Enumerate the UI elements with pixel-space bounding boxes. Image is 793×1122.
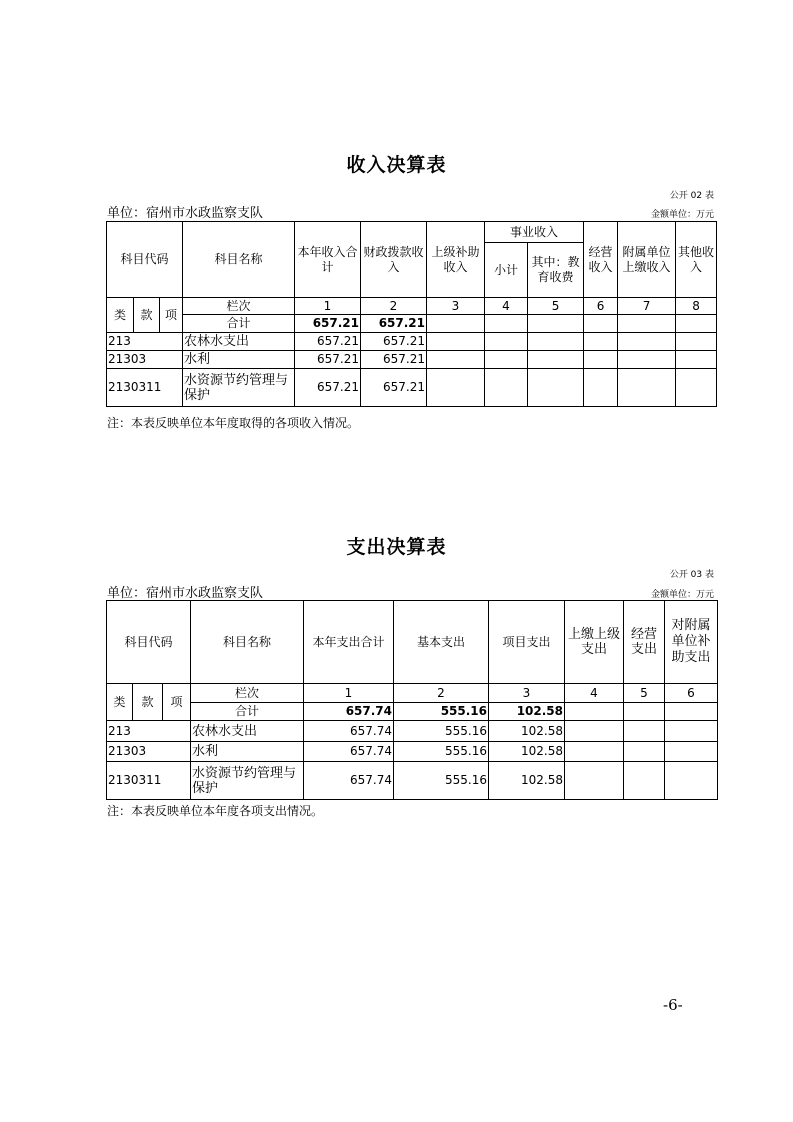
income-col-num: 6 [584, 298, 618, 315]
income-cell [584, 351, 618, 369]
row-code: 213 [107, 721, 191, 742]
expense-header-xiang: 项 [163, 684, 191, 721]
table-row [107, 762, 718, 800]
income-cell [528, 351, 584, 369]
income-title: 收入决算表 [346, 154, 447, 176]
income-amount-unit: 金额单位：万元 [650, 210, 714, 220]
row-c2: 657.21 [361, 333, 427, 351]
income-header-c3: 上级补助收入 [427, 222, 485, 298]
table-row [107, 333, 717, 351]
income-cell [676, 333, 717, 351]
income-header-kuan: 款 [134, 298, 160, 333]
row-c3: 102.58 [489, 742, 565, 762]
income-header-lei: 类 [107, 298, 134, 333]
income-cell [528, 333, 584, 351]
expense-header-lei: 类 [107, 684, 133, 721]
row-c2: 657.21 [361, 369, 427, 407]
income-header-name: 科目名称 [183, 222, 295, 298]
row-code: 213 [107, 333, 183, 351]
income-cell [676, 369, 717, 407]
income-header-c6: 经营收入 [584, 222, 618, 298]
expense-cell [665, 721, 718, 742]
row-c1: 657.21 [295, 351, 361, 369]
income-cell [485, 351, 528, 369]
expense-cell [624, 742, 665, 762]
income-header-code: 科目代码 [107, 222, 183, 298]
income-total-c2: 657.21 [361, 315, 427, 333]
expense-total-c1: 657.74 [304, 703, 394, 721]
table-row [107, 742, 718, 762]
expense-lanci-label: 栏次 [191, 684, 304, 703]
row-code: 2130311 [107, 762, 191, 800]
income-header-shiye: 事业收入 [485, 222, 584, 243]
income-form-number: 公开 02 表 [669, 191, 714, 201]
table-row [107, 369, 717, 407]
row-c2: 555.16 [394, 742, 489, 762]
expense-cell [624, 703, 665, 721]
expense-note: 注：本表反映单位本年度各项支出情况。 [107, 804, 324, 818]
income-cell [485, 315, 528, 333]
expense-amount-unit: 金额单位：万元 [650, 590, 714, 600]
expense-col-num: 4 [565, 684, 624, 703]
income-header-c5: 其中：教育收费 [528, 243, 584, 298]
expense-col-num: 3 [489, 684, 565, 703]
expense-total-c2: 555.16 [394, 703, 489, 721]
income-col-num: 5 [528, 298, 584, 315]
expense-col-num: 6 [665, 684, 718, 703]
income-cell [618, 333, 676, 351]
expense-cell [665, 762, 718, 800]
expense-col-num: 2 [394, 684, 489, 703]
row-code: 2130311 [107, 369, 183, 407]
expense-header-c2: 基本支出 [394, 601, 489, 684]
page-number: -6- [663, 996, 683, 1014]
expense-cell [565, 721, 624, 742]
income-table [106, 221, 717, 407]
row-c1: 657.74 [304, 721, 394, 742]
expense-col-num: 5 [624, 684, 665, 703]
expense-header-c3: 项目支出 [489, 601, 565, 684]
expense-table [106, 600, 718, 800]
income-cell [485, 369, 528, 407]
expense-header-c4: 上缴上级支出 [565, 601, 624, 684]
row-name: 水利 [191, 742, 304, 762]
row-name: 农林水支出 [183, 333, 295, 351]
row-c1: 657.21 [295, 369, 361, 407]
row-c1: 657.21 [295, 333, 361, 351]
expense-unit-label: 单位：宿州市水政监察支队 [107, 586, 264, 601]
income-cell [618, 315, 676, 333]
income-total-label: 合计 [183, 315, 295, 333]
table-row [107, 721, 718, 742]
income-cell [676, 315, 717, 333]
expense-header-code: 科目代码 [107, 601, 191, 684]
row-c3: 102.58 [489, 762, 565, 800]
expense-header-c1: 本年支出合计 [304, 601, 394, 684]
income-header-c4: 小计 [485, 243, 528, 298]
row-c3: 102.58 [489, 721, 565, 742]
row-c1: 657.74 [304, 742, 394, 762]
income-cell [427, 369, 485, 407]
income-col-num: 4 [485, 298, 528, 315]
income-cell [584, 369, 618, 407]
income-total-c1: 657.21 [295, 315, 361, 333]
income-header-c7: 附属单位上缴收入 [618, 222, 676, 298]
expense-total-label: 合计 [191, 703, 304, 721]
expense-header-name: 科目名称 [191, 601, 304, 684]
income-header-c8: 其他收入 [676, 222, 717, 298]
income-col-num: 7 [618, 298, 676, 315]
table-row [107, 351, 717, 369]
income-lanci-label: 栏次 [183, 298, 295, 315]
income-cell [584, 315, 618, 333]
expense-col-num: 1 [304, 684, 394, 703]
income-header-xiang: 项 [160, 298, 183, 333]
expense-title: 支出决算表 [346, 536, 447, 558]
income-header-c2: 财政拨款收入 [361, 222, 427, 298]
expense-cell [565, 742, 624, 762]
row-name: 水利 [183, 351, 295, 369]
expense-header-kuan: 款 [133, 684, 163, 721]
row-name: 水资源节约管理与保护 [191, 762, 304, 800]
income-cell [528, 315, 584, 333]
expense-cell [665, 742, 718, 762]
expense-header-c6: 对附属单位补助支出 [665, 601, 718, 684]
row-c2: 555.16 [394, 721, 489, 742]
income-header-c1: 本年收入合计 [295, 222, 361, 298]
row-name: 水资源节约管理与保护 [183, 369, 295, 407]
income-unit-label: 单位：宿州市水政监察支队 [107, 206, 264, 221]
income-col-num: 2 [361, 298, 427, 315]
income-cell [618, 351, 676, 369]
expense-header-c5: 经营支出 [624, 601, 665, 684]
expense-cell [565, 762, 624, 800]
income-col-num: 8 [676, 298, 717, 315]
income-note: 注：本表反映单位本年度取得的各项收入情况。 [107, 416, 360, 430]
expense-cell [624, 721, 665, 742]
row-code: 21303 [107, 742, 191, 762]
income-cell [676, 351, 717, 369]
expense-cell [565, 703, 624, 721]
income-cell [485, 333, 528, 351]
row-code: 21303 [107, 351, 183, 369]
income-cell [427, 315, 485, 333]
row-c2: 657.21 [361, 351, 427, 369]
expense-cell [624, 762, 665, 800]
expense-form-number: 公开 03 表 [669, 570, 714, 580]
income-cell [618, 369, 676, 407]
income-cell [528, 369, 584, 407]
expense-cell [665, 703, 718, 721]
income-cell [427, 351, 485, 369]
income-col-num: 1 [295, 298, 361, 315]
income-cell [427, 333, 485, 351]
expense-total-c3: 102.58 [489, 703, 565, 721]
row-c2: 555.16 [394, 762, 489, 800]
row-name: 农林水支出 [191, 721, 304, 742]
income-col-num: 3 [427, 298, 485, 315]
income-cell [584, 333, 618, 351]
row-c1: 657.74 [304, 762, 394, 800]
